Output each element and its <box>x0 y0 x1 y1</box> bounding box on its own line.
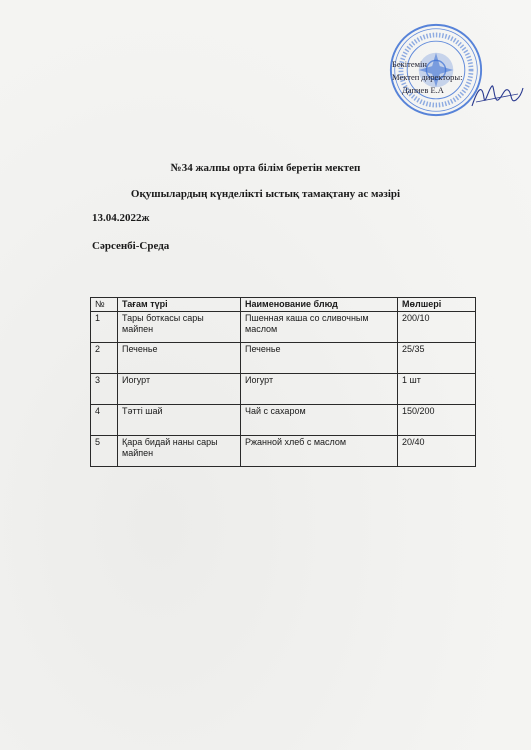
approval-role: Мектеп директоры: <box>392 72 463 82</box>
menu-table <box>90 297 476 467</box>
header-portion: Мөлшері <box>398 298 476 312</box>
menu-title: Оқушылардың күнделікті ыстық тамақтану ас мәзірі <box>130 188 401 200</box>
table-row <box>91 312 476 343</box>
dish-type: Тары боткасы сары майпен <box>118 312 241 343</box>
table-row <box>91 343 476 374</box>
row-number: 5 <box>91 436 118 467</box>
portion: 20/40 <box>398 436 476 467</box>
menu-day: Сәрсенбі-Среда <box>92 240 170 252</box>
row-number: 3 <box>91 374 118 405</box>
approval-block <box>392 58 463 97</box>
approval-label: Бекітемін <box>392 59 427 69</box>
signature-icon <box>468 80 524 112</box>
portion: 1 шт <box>398 374 476 405</box>
dish-type: Қара бидай наны сары майпен <box>118 436 241 467</box>
header-number: № <box>91 298 118 312</box>
approval-name: Дапиев Е.А <box>402 85 444 95</box>
portion: 25/35 <box>398 343 476 374</box>
portion: 150/200 <box>398 405 476 436</box>
row-number: 1 <box>91 312 118 343</box>
dish-name: Иогурт <box>241 374 398 405</box>
header-dish-name: Наименование блюд <box>241 298 398 312</box>
portion: 200/10 <box>398 312 476 343</box>
dish-type: Печенье <box>118 343 241 374</box>
dish-name: Пшенная каша со сливочным маслом <box>241 312 398 343</box>
dish-type: Тәтті шай <box>118 405 241 436</box>
menu-date: 13.04.2022ж <box>92 212 150 224</box>
dish-name: Печенье <box>241 343 398 374</box>
table-row <box>91 405 476 436</box>
school-name: №34 жалпы орта білім беретін мектеп <box>170 162 361 174</box>
dish-type: Иогурт <box>118 374 241 405</box>
header-dish-type: Тағам түрі <box>118 298 241 312</box>
row-number: 2 <box>91 343 118 374</box>
dish-name: Ржанной хлеб с маслом <box>241 436 398 467</box>
dish-name: Чай с сахаром <box>241 405 398 436</box>
table-header-row <box>91 298 476 312</box>
table-row <box>91 374 476 405</box>
table-row <box>91 436 476 467</box>
row-number: 4 <box>91 405 118 436</box>
